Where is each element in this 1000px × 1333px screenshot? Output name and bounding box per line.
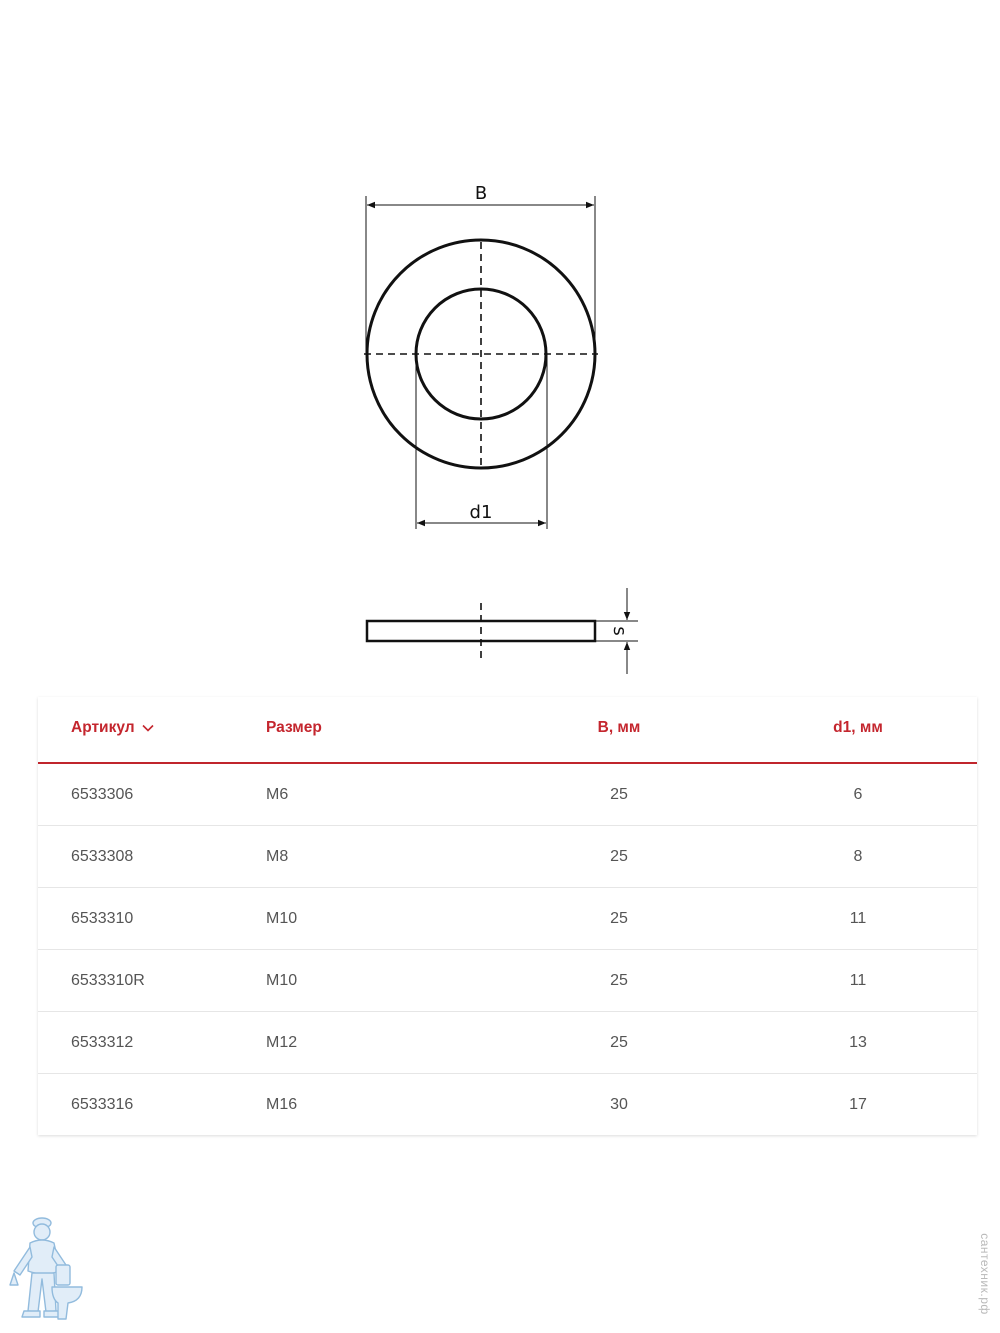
cell-d1: 11 (849, 972, 867, 989)
cell-d1: 11 (849, 910, 867, 927)
table-row (38, 764, 977, 825)
cell-b: 25 (610, 972, 628, 989)
column-header-article[interactable] (71, 697, 154, 762)
table-row (38, 887, 977, 949)
table-row (38, 949, 977, 1011)
cell-size: M6 (266, 786, 289, 803)
cell-size: M10 (266, 910, 298, 927)
table-header (38, 697, 977, 764)
table-row (38, 825, 977, 887)
column-header-article-label: Артикул (71, 719, 135, 736)
cell-b: 25 (610, 786, 628, 803)
cell-article: 6533310R (71, 972, 145, 989)
washer-side-view (367, 588, 638, 674)
cell-size: M8 (266, 848, 289, 865)
cell-d1: 6 (853, 786, 863, 803)
cell-b: 25 (610, 910, 628, 927)
dimension-s-label: s (609, 626, 630, 636)
plumber-mascot-logo (8, 1215, 88, 1327)
cell-b: 25 (610, 848, 628, 865)
table-row (38, 1073, 977, 1135)
cell-article: 6533310 (71, 910, 134, 927)
cell-d1: 17 (849, 1096, 867, 1113)
washer-spec-table (38, 697, 977, 1135)
site-watermark (977, 1222, 993, 1326)
column-header-d1[interactable]: d1, мм (833, 719, 883, 736)
cell-d1: 13 (849, 1034, 867, 1051)
cell-b: 30 (610, 1096, 628, 1113)
column-header-size[interactable]: Размер (266, 719, 322, 736)
cell-article: 6533316 (71, 1096, 134, 1113)
cell-article: 6533312 (71, 1034, 134, 1051)
cell-d1: 8 (853, 848, 863, 865)
cell-size: M10 (266, 972, 298, 989)
dimension-b-label: B (474, 183, 488, 204)
table-body (38, 764, 977, 1135)
cell-b: 25 (610, 1034, 628, 1051)
cell-article: 6533306 (71, 786, 134, 803)
cell-article: 6533308 (71, 848, 134, 865)
washer-top-view (364, 240, 598, 470)
cell-size: M16 (266, 1096, 298, 1113)
dimension-d1-label: d1 (469, 502, 493, 523)
chevron-down-icon[interactable] (142, 724, 154, 732)
table-row (38, 1011, 977, 1073)
site-watermark-text: сантехник.рф (978, 1233, 992, 1315)
cell-size: M12 (266, 1034, 298, 1051)
column-header-b[interactable]: B, мм (597, 719, 641, 736)
